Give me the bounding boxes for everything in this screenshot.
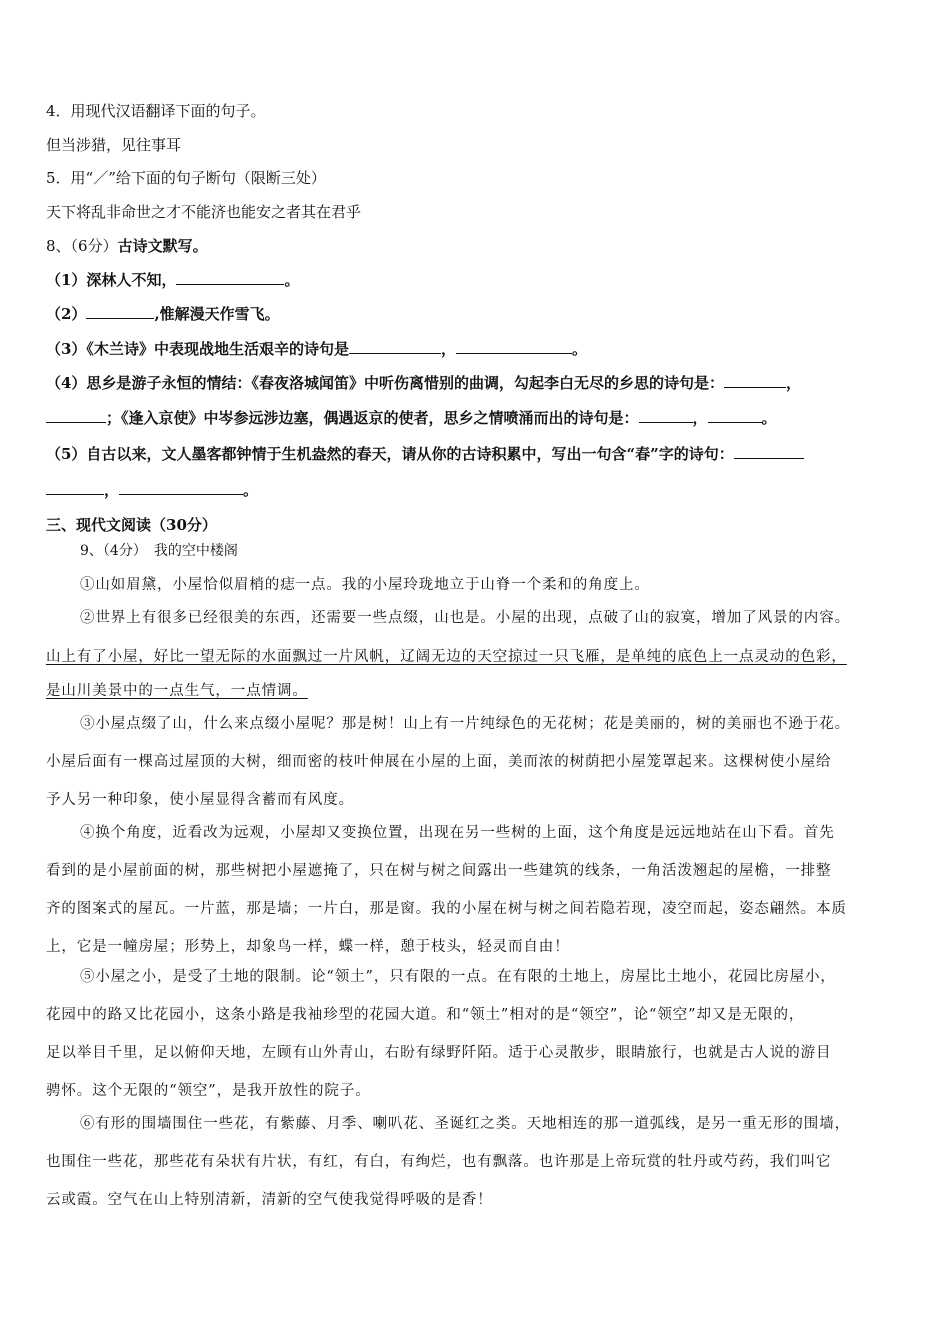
q8-item-4-line-1 bbox=[46, 373, 801, 393]
passage-line: ⑥有形的围墙围住一些花，有紫藤、月季、喇叭花、圣诞红之类。天地相连的那一道弧线，是另一重无形的围墙， bbox=[80, 1116, 850, 1132]
q8-item-2-text: ,惟解漫天作雪飞。 bbox=[154, 305, 280, 323]
q8-item-5-line-2 bbox=[46, 480, 258, 500]
q4-prompt: 4．用现代汉语翻译下面的句子。 bbox=[46, 102, 266, 120]
q8-item-1 bbox=[46, 270, 299, 290]
answer-blank[interactable] bbox=[119, 480, 243, 495]
section-3-title: 三、现代文阅读（30分） bbox=[46, 516, 217, 534]
passage-line: 齐的图案式的屋瓦。一片蓝，那是墙；一片白，那是窗。我的小屋在树与树之间若隐若现，凌空而起，姿态翩然。本质 bbox=[46, 901, 847, 917]
q8-item-4-comma: ， bbox=[785, 374, 801, 392]
passage-line: 看到的是小屋前面的树，那些树把小屋遮掩了，只在树与树之间露出一些建筑的线条，一角活泼翘起的屋檐，一排整 bbox=[46, 863, 832, 879]
passage-line: 骋怀。这个无限的“领空”，是我开放性的院子。 bbox=[46, 1083, 371, 1099]
passage-line: ④换个角度，近看改为远观，小屋却又变换位置，出现在另一些树的上面，这个角度是远远地站在山下看。首先 bbox=[80, 825, 835, 841]
passage-line: ①山如眉黛，小屋恰似眉梢的痣一点。我的小屋玲珑地立于山脊一个柔和的角度上。 bbox=[80, 577, 650, 593]
q8-heading-num: 8、（6分） bbox=[46, 237, 118, 255]
passage-line: 予人另一种印象，使小屋显得含蓄而有风度。 bbox=[46, 792, 354, 808]
passage-line: ⑤小屋之小，是受了土地的限制。论“领土”，只有限的一点。在有限的土地上，房屋比土地小，花园比房屋小， bbox=[80, 969, 836, 985]
q8-item-5-end: 。 bbox=[243, 481, 259, 499]
q8-item-3-end: 。 bbox=[571, 340, 587, 358]
q9-heading: 9、（4分） 我的空中楼阁 bbox=[80, 543, 238, 559]
answer-blank[interactable] bbox=[176, 270, 284, 285]
answer-blank[interactable] bbox=[708, 408, 762, 423]
q8-item-5-comma: ， bbox=[104, 481, 120, 499]
passage-line-underlined: 是山川美景中的一点生气，一点情调。 bbox=[46, 683, 308, 699]
q8-heading-text: 古诗文默写。 bbox=[117, 237, 208, 255]
q8-item-1-end: 。 bbox=[284, 271, 300, 289]
answer-blank[interactable] bbox=[456, 339, 572, 354]
q8-item-4-text-2: ；《逢入京使》中岑参远涉边塞，偶遇返京的使者，思乡之情喷涌而出的诗句是： bbox=[106, 409, 639, 427]
passage-line-underlined: 山上有了小屋，好比一望无际的水面飘过一片风帆，辽阔无边的天空掠过一只飞雁，是单纯的底色上一点灵动的色彩， bbox=[46, 649, 847, 665]
passage-line: 也围住一些花，那些花有朵状有片状，有红，有白，有绚烂，也有飘落。也许那是上帝玩赏的牡丹或芍药，我们叫它 bbox=[46, 1154, 832, 1170]
q8-item-3-comma: ， bbox=[440, 340, 456, 358]
answer-blank[interactable] bbox=[734, 444, 804, 459]
q8-item-4-text: （4）思乡是游子永恒的情结：《春夜洛城闻笛》中听伤离惜别的曲调，勾起李白无尽的乡思的诗句是： bbox=[46, 374, 724, 392]
passage-line: 足以举目千里，足以俯仰天地，左顾有山外青山，右盼有绿野阡陌。适于心灵散步，眼睛旅行，也就是古人说的游目 bbox=[46, 1045, 832, 1061]
answer-blank[interactable] bbox=[46, 480, 104, 495]
passage-line: 小屋后面有一棵高过屋顶的大树，细而密的枝叶伸展在小屋的上面，美而浓的树荫把小屋笼罩起来。这棵树使小屋给 bbox=[46, 754, 832, 770]
answer-blank[interactable] bbox=[639, 408, 693, 423]
passage-line: 上，它是一幢房屋；形势上，却象鸟一样，蝶一样，憩于枝头，轻灵而自由！ bbox=[46, 939, 570, 955]
passage-line: ②世界上有很多已经很美的东西，还需要一些点缀，山也是。小屋的出现，点破了山的寂寞，增加了风景的内容。 bbox=[80, 610, 850, 626]
q8-item-2-num: （2） bbox=[46, 305, 87, 323]
answer-blank[interactable] bbox=[724, 373, 786, 388]
q8-item-5-text: （5）自古以来，文人墨客都钟情于生机盎然的春天，请从你的古诗积累中，写出一句含“春”字的诗句： bbox=[46, 445, 734, 463]
q5-sentence: 天下将乱非命世之才不能济也能安之者其在君乎 bbox=[46, 203, 362, 221]
q8-item-1-text: （1）深林人不知， bbox=[46, 271, 177, 289]
q8-item-4-comma-2: ， bbox=[692, 409, 708, 427]
q8-item-2 bbox=[46, 304, 280, 324]
q8-item-3-text: （3）《木兰诗》中表现战地生活艰辛的诗句是 bbox=[46, 340, 349, 358]
q8-item-4-line-2 bbox=[46, 408, 777, 428]
q8-item-3 bbox=[46, 339, 587, 359]
q8-item-5-line-1 bbox=[46, 444, 804, 464]
q8-item-4-end: 。 bbox=[761, 409, 777, 427]
passage-line: 花园中的路又比花园小，这条小路是我袖珍型的花园大道。和“领土”相对的是“领空”，论“领空”却又是无限的， bbox=[46, 1007, 805, 1023]
answer-blank[interactable] bbox=[349, 339, 441, 354]
q4-sentence: 但当涉猎，见往事耳 bbox=[46, 136, 182, 154]
passage-line: ③小屋点缀了山，什么来点缀小屋呢？那是树！山上有一片纯绿色的无花树；花是美丽的，树的美丽也不逊于花。 bbox=[80, 716, 850, 732]
answer-blank[interactable] bbox=[86, 304, 154, 319]
answer-blank[interactable] bbox=[46, 408, 106, 423]
q8-heading bbox=[46, 236, 208, 256]
q5-prompt: 5．用“／”给下面的句子断句（限断三处） bbox=[46, 169, 326, 187]
passage-line: 云或霞。空气在山上特别清新，清新的空气使我觉得呼吸的是香！ bbox=[46, 1192, 493, 1208]
